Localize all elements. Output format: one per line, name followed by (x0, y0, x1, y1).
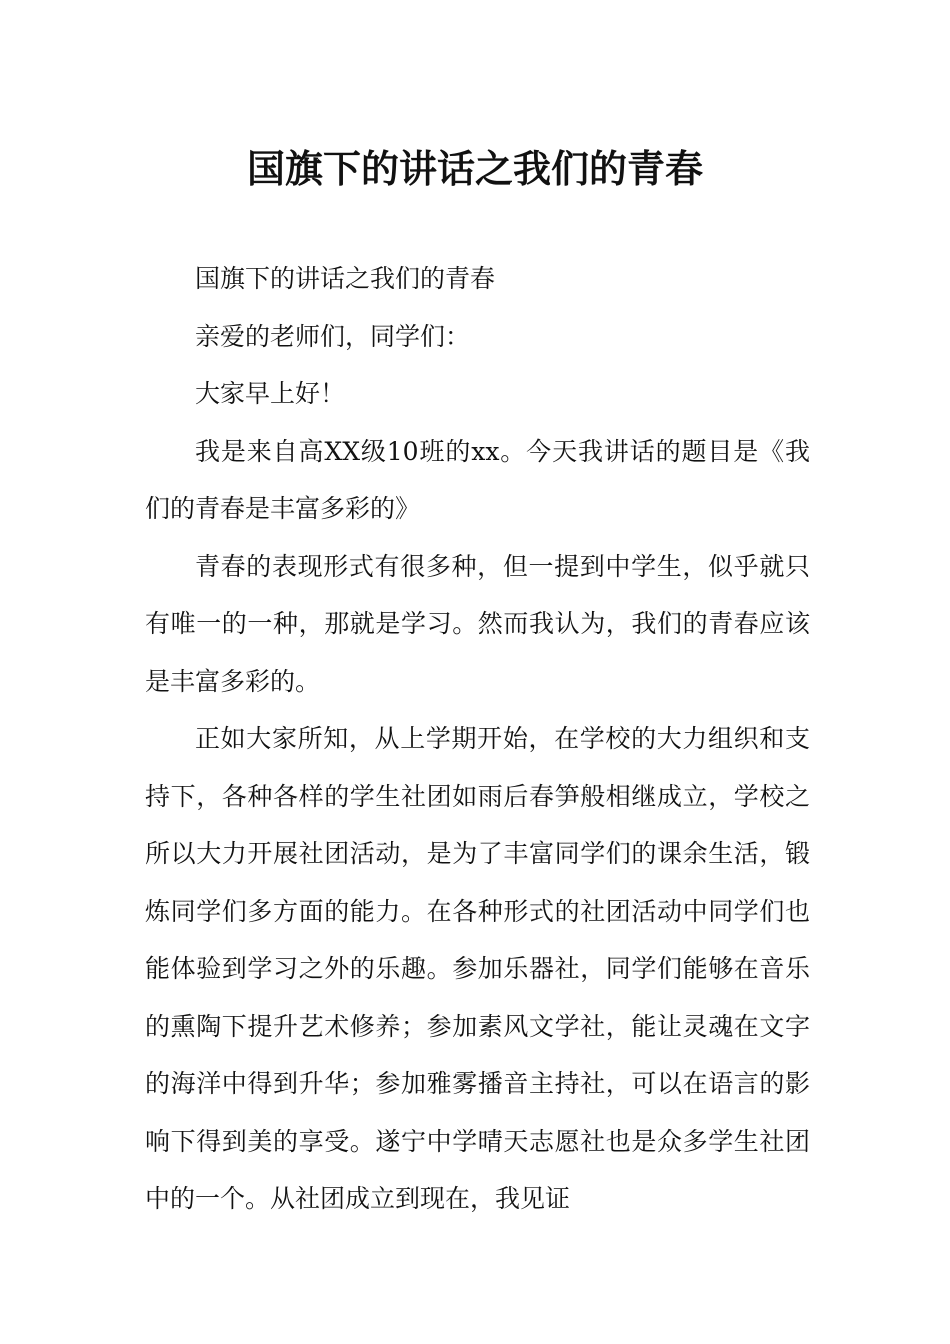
paragraph-salutation: 亲爱的老师们，同学们： (195, 321, 471, 351)
document-title: 国旗下的讲话之我们的青春 (246, 146, 703, 192)
paragraph-introduction: 我是来自高XX级10班的xx。今天我讲话的题目是《我们的青春是丰富多彩的》 (145, 436, 810, 523)
document-body (145, 250, 810, 1228)
paragraph-greeting: 大家早上好！ (195, 379, 346, 408)
paragraph-heading: 国旗下的讲话之我们的青春 (195, 264, 496, 293)
paragraph-youth: 青春的表现形式有很多种，但一提到中学生，似乎就只有唯一的一种，那就是学习。然而我认为，我们的青春应该是丰富多彩的。 (145, 551, 810, 696)
paragraph-clubs: 正如大家所知，从上学期开始，在学校的大力组织和支持下，各种各样的学生社团如雨后春笋般相继成立，学校之所以大力开展社团活动，是为了丰富同学们的课余生活，锻炼同学们多方面的能力。在各种形式的社团活动中同学们也能体验到学习之外的乐趣。参加乐器社，同学们能够在音乐的熏陶下提升艺术修养；参加素风文学社，能让灵魂在文字的海洋中得到升华；参加雅雾播音主持社，可以在语言的影响下得到美的享受。遂宁中学晴天志愿社也是众多学生社团中的一个。从社团成立到现在，我见证 (145, 724, 810, 1213)
